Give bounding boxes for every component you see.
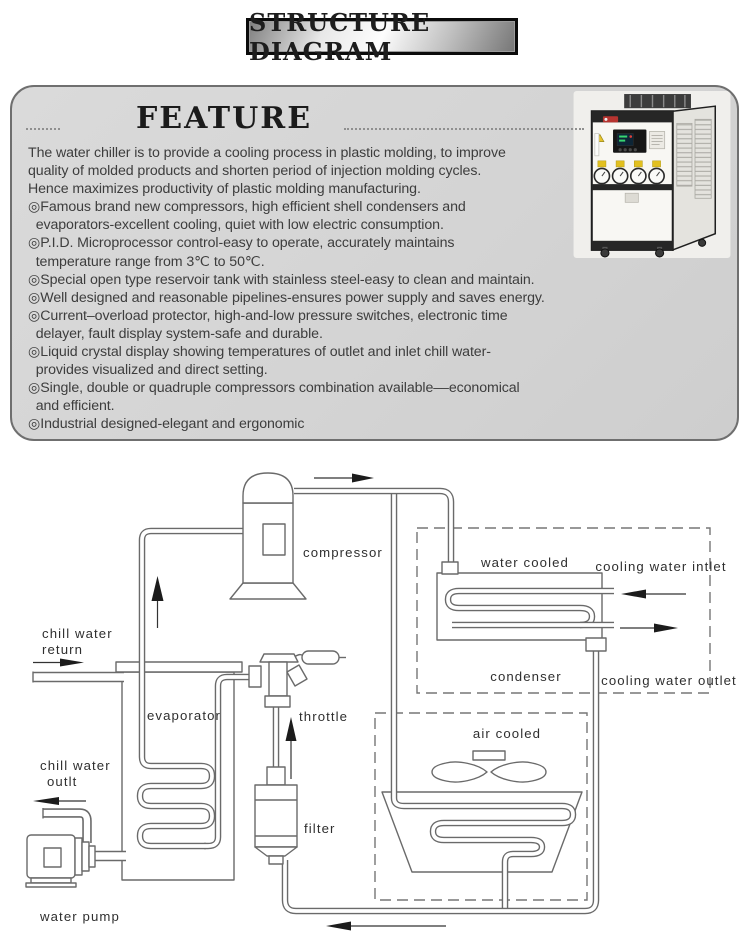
water-pump-symbol <box>26 835 95 887</box>
label-chill-water-return-1: chill water <box>42 626 113 641</box>
discharge-arrow-right <box>314 474 374 483</box>
sensing-bulb <box>302 651 339 664</box>
feature-line: ◎Industrial designed-elegant and ergonomic <box>28 416 305 433</box>
chill-water-return-arrow <box>33 659 84 667</box>
label-compressor: compressor <box>303 545 383 560</box>
feature-title: FEATURE <box>136 101 313 136</box>
water-chiller-photo <box>573 91 731 258</box>
chiller-front-panel <box>592 111 673 250</box>
feature-line: The water chiller is to provide a cooling process in plastic molding, to improve <box>28 145 506 161</box>
chiller-side-panel <box>673 106 716 250</box>
feature-line: ◎P.I.D. Microprocessor control-easy to operate, accurately maintains <box>28 235 455 252</box>
condenser-outlet-fitting <box>586 638 606 651</box>
feature-line: ◎Famous brand new compressors, high efficient shell condensers and <box>28 199 466 216</box>
feature-content <box>12 87 737 439</box>
chiller-top-grille <box>624 94 691 108</box>
feature-line: quality of molded products and shorten period of injection molding cycles. <box>28 163 482 180</box>
label-air-cooled: air cooled <box>472 726 542 741</box>
condenser-inlet-fitting <box>442 562 458 574</box>
label-filter: filter <box>304 821 336 836</box>
label-evaporator: evaporator <box>146 708 222 723</box>
feature-line: ◎Special open type reservoir tank with stainless steel-easy to clean and maintain. <box>28 271 535 288</box>
fan-motor <box>473 751 505 760</box>
feature-line: Hence maximizes productivity of plastic molding manufacturing. <box>28 181 421 198</box>
label-chill-water-outlet-1: chill water <box>40 758 111 773</box>
suction-arrow-up <box>152 576 164 628</box>
label-cooling-water-inlet: cooling water intlet <box>595 559 727 574</box>
throttle-arrow-up <box>286 717 297 779</box>
feature-box <box>10 85 739 441</box>
fan-blade-left <box>432 762 487 782</box>
feature-line: temperature range from 3℃ to 50℃. <box>28 253 265 270</box>
feature-line: ◎Current–overload protector, high-and-low pressure switches, electronic time <box>28 307 508 324</box>
label-cooling-water-outlet: cooling water outlet <box>601 673 737 688</box>
cooling-water-outlet-arrow <box>620 624 678 633</box>
label-chill-water-outlet-2: outlt <box>47 774 78 789</box>
feature-line: and efficient. <box>28 398 115 415</box>
bottom-run-arrow-left <box>326 922 446 931</box>
feature-line: ◎Well designed and reasonable pipelines-ensures power supply and saves energy. <box>28 289 545 306</box>
label-condenser: condenser <box>490 669 562 684</box>
dotted-divider-left <box>26 128 60 130</box>
feature-line: provides visualized and direct setting. <box>28 362 268 379</box>
feature-line: evaporators-excellent cooling, quiet with low electric consumption. <box>28 217 444 234</box>
structure-diagram <box>0 450 750 942</box>
throttle-valve-symbol <box>249 651 346 707</box>
label-chill-water-return-2: return <box>42 642 84 657</box>
feature-line: ◎Liquid crystal display showing temperatures of outlet and inlet chill water- <box>28 344 491 361</box>
label-water-cooled: water cooled <box>481 555 569 570</box>
control-panel <box>613 129 646 152</box>
air-cooled-condenser <box>382 751 582 872</box>
dotted-divider-right <box>344 128 584 130</box>
cooling-water-inlet-arrow <box>621 590 686 599</box>
fan-blade-right <box>491 762 546 782</box>
water-chiller-illustration <box>573 91 731 258</box>
feature-line: ◎Single, double or quadruple compressors combination available––economical <box>28 380 520 397</box>
chill-water-outlet-arrow <box>33 797 86 805</box>
section-title-bar <box>246 7 518 66</box>
spec-sticker <box>649 131 664 148</box>
feature-line: delayer, fault display system-safe and durable. <box>28 325 323 342</box>
section-title: STRUCTURE DIAGRAM <box>249 7 431 66</box>
label-throttle: throttle <box>299 709 349 724</box>
label-water-pump: water pump <box>40 909 120 924</box>
filter-symbol <box>255 767 297 864</box>
